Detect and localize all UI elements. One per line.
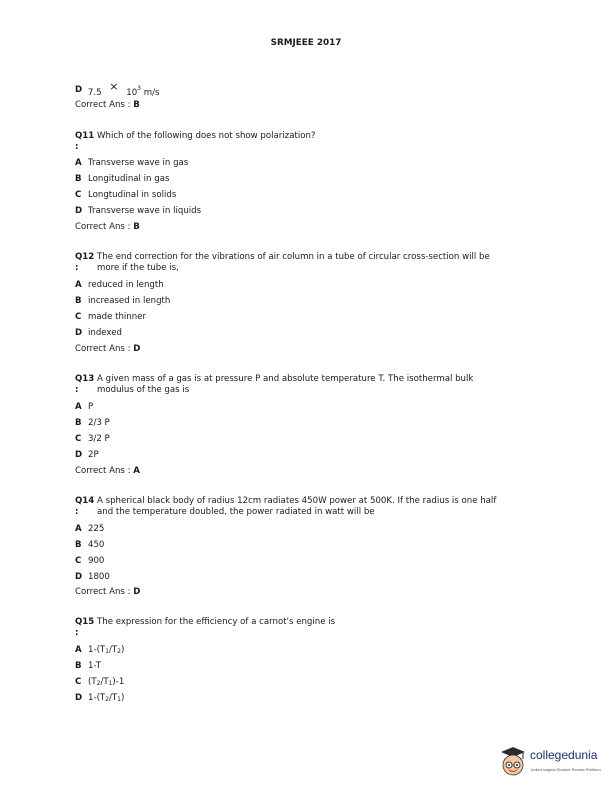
correct-answer-value: B bbox=[133, 222, 140, 232]
q15-option-c bbox=[75, 677, 124, 687]
option-text: P bbox=[88, 402, 94, 412]
question-q14-line2 bbox=[75, 507, 375, 517]
option-letter: B bbox=[75, 174, 82, 184]
option-text: 450 bbox=[88, 540, 105, 550]
question-text-line2: modulus of the gas is bbox=[97, 385, 190, 395]
q11-option-b bbox=[75, 174, 169, 184]
q12-correct-answer bbox=[75, 344, 140, 354]
option-letter: A bbox=[75, 158, 82, 168]
q11-option-c bbox=[75, 190, 176, 200]
q14-correct-answer bbox=[75, 587, 140, 597]
question-q12 bbox=[75, 252, 490, 262]
option-letter: D bbox=[75, 206, 83, 216]
option-subscript-2: 1 bbox=[117, 696, 121, 703]
q15-option-a bbox=[75, 645, 124, 655]
question-colon: : bbox=[75, 385, 79, 395]
page-header-title: SRMJEEE 2017 bbox=[270, 38, 342, 48]
option-letter: C bbox=[75, 556, 82, 566]
option-text-pre: 1-(T bbox=[88, 645, 106, 655]
logo-tagline: India's largest Student Review Platform bbox=[531, 767, 601, 772]
option-subscript-1: 2 bbox=[105, 696, 109, 703]
question-text-line1: A spherical black body of radius 12cm radiates 450W power at 500K. If the radius is one half bbox=[97, 496, 497, 506]
q13-option-a bbox=[75, 402, 93, 412]
option-text: 1800 bbox=[88, 572, 110, 582]
correct-answer-label: Correct Ans : bbox=[75, 466, 131, 476]
option-letter: C bbox=[75, 434, 82, 444]
option-subscript-2: 2 bbox=[117, 648, 121, 655]
question-q11 bbox=[75, 131, 316, 141]
option-text: 225 bbox=[88, 524, 105, 534]
prev-option-d bbox=[75, 80, 160, 98]
q15-option-d bbox=[75, 693, 124, 703]
option-text: 900 bbox=[88, 556, 105, 566]
option-letter: A bbox=[75, 524, 82, 534]
times-symbol: × bbox=[109, 80, 119, 93]
option-text-pre: (T bbox=[88, 677, 97, 687]
option-letter: D bbox=[75, 328, 83, 338]
correct-answer-label: Correct Ans : bbox=[75, 344, 131, 354]
mascot-icon bbox=[496, 744, 530, 780]
question-number: Q14 bbox=[75, 496, 95, 506]
option-subscript-1: 1 bbox=[105, 648, 109, 655]
question-number: Q15 bbox=[75, 617, 95, 627]
correct-answer-label: Correct Ans : bbox=[75, 587, 131, 597]
question-q15 bbox=[75, 617, 335, 627]
q13-option-c bbox=[75, 434, 110, 444]
option-text: Longtudinal in solids bbox=[88, 190, 177, 200]
question-colon: : bbox=[75, 507, 79, 517]
question-q12-line2 bbox=[75, 263, 179, 273]
option-letter: C bbox=[75, 677, 82, 687]
question-q14 bbox=[75, 496, 496, 506]
question-colon: : bbox=[75, 142, 79, 152]
option-letter: A bbox=[75, 645, 82, 655]
question-q13 bbox=[75, 374, 473, 384]
q13-correct-answer bbox=[75, 466, 140, 476]
option-subscript-1: 2 bbox=[96, 680, 101, 687]
prev-correct-answer bbox=[75, 100, 140, 110]
q14-option-c bbox=[75, 556, 104, 566]
option-text: indexed bbox=[88, 328, 122, 338]
question-text-line1: The end correction for the vibrations of air column in a tube of circular cross-section will be bbox=[97, 252, 490, 262]
question-text: Which of the following does not show polarization? bbox=[97, 131, 316, 141]
option-subscript-2: 1 bbox=[108, 680, 113, 687]
q11-option-a bbox=[75, 158, 188, 168]
q15-option-b bbox=[75, 661, 101, 671]
correct-answer-value: A bbox=[133, 466, 140, 476]
option-text-mid: /T bbox=[109, 645, 118, 655]
correct-answer-value: D bbox=[133, 587, 141, 597]
question-number: Q11 bbox=[75, 131, 95, 141]
q12-option-b bbox=[75, 296, 170, 306]
option-text-post: ) bbox=[120, 645, 125, 655]
option-letter: D bbox=[75, 693, 83, 703]
option-text: Transverse wave in liquids bbox=[88, 206, 202, 216]
correct-answer-label: Correct Ans : bbox=[75, 222, 131, 232]
q12-option-d bbox=[75, 328, 122, 338]
option-letter: A bbox=[75, 402, 82, 412]
collegedunia-logo bbox=[496, 744, 606, 782]
question-number: Q13 bbox=[75, 374, 95, 384]
logo-wordmark: collegedunia bbox=[530, 748, 598, 762]
option-text: Transverse wave in gas bbox=[88, 158, 189, 168]
option-text: reduced in length bbox=[88, 280, 164, 290]
option-letter: B bbox=[75, 661, 82, 671]
question-text-line2: and the temperature doubled, the power radiated in watt will be bbox=[97, 507, 375, 517]
question-number: Q12 bbox=[75, 252, 95, 262]
option-letter: D bbox=[75, 572, 83, 582]
option-exponent: 3 bbox=[137, 85, 141, 92]
option-text-mid: /T bbox=[109, 693, 118, 703]
option-text: increased in length bbox=[88, 296, 171, 306]
option-value-a: 7.5 bbox=[87, 88, 102, 98]
q13-option-b bbox=[75, 418, 110, 428]
option-text-pre: 1-T bbox=[88, 661, 102, 671]
q12-option-c bbox=[75, 312, 146, 322]
question-text: The expression for the efficiency of a carnot's engine is bbox=[97, 617, 336, 627]
correct-answer-label: Correct Ans : bbox=[75, 100, 131, 110]
q14-option-d bbox=[75, 572, 110, 582]
q11-correct-answer bbox=[75, 222, 140, 232]
option-letter: B bbox=[75, 540, 82, 550]
question-colon: : bbox=[75, 628, 79, 638]
question-text-line2: more if the tube is, bbox=[97, 263, 179, 273]
option-letter: B bbox=[75, 418, 82, 428]
q14-option-a bbox=[75, 524, 104, 534]
option-letter: D bbox=[75, 450, 83, 460]
option-unit: m/s bbox=[143, 88, 160, 98]
q13-option-d bbox=[75, 450, 99, 460]
option-text-pre: 1-(T bbox=[88, 693, 106, 703]
q14-option-b bbox=[75, 540, 104, 550]
question-colon: : bbox=[75, 263, 79, 273]
q11-option-d bbox=[75, 206, 201, 216]
option-letter: C bbox=[75, 190, 82, 200]
option-letter: B bbox=[75, 296, 82, 306]
option-letter: D bbox=[75, 85, 83, 95]
option-text: 2P bbox=[88, 450, 99, 460]
correct-answer-value: D bbox=[133, 344, 141, 354]
option-value-b: 10 bbox=[126, 88, 138, 98]
option-text: 2/3 P bbox=[88, 418, 110, 428]
option-text: 3/2 P bbox=[88, 434, 110, 444]
q12-option-a bbox=[75, 280, 164, 290]
correct-answer-value: B bbox=[133, 100, 140, 110]
option-text: Longitudinal in gas bbox=[88, 174, 170, 184]
question-q13-line2 bbox=[75, 385, 189, 395]
option-text-post: )-1 bbox=[112, 677, 125, 687]
option-letter: C bbox=[75, 312, 82, 322]
option-text-post: ) bbox=[120, 693, 125, 703]
option-letter: A bbox=[75, 280, 82, 290]
option-text: made thinner bbox=[88, 312, 147, 322]
option-text-mid: /T bbox=[100, 677, 109, 687]
question-text-line1: A given mass of a gas is at pressure P and absolute temperature T. The isothermal bulk bbox=[97, 374, 474, 384]
